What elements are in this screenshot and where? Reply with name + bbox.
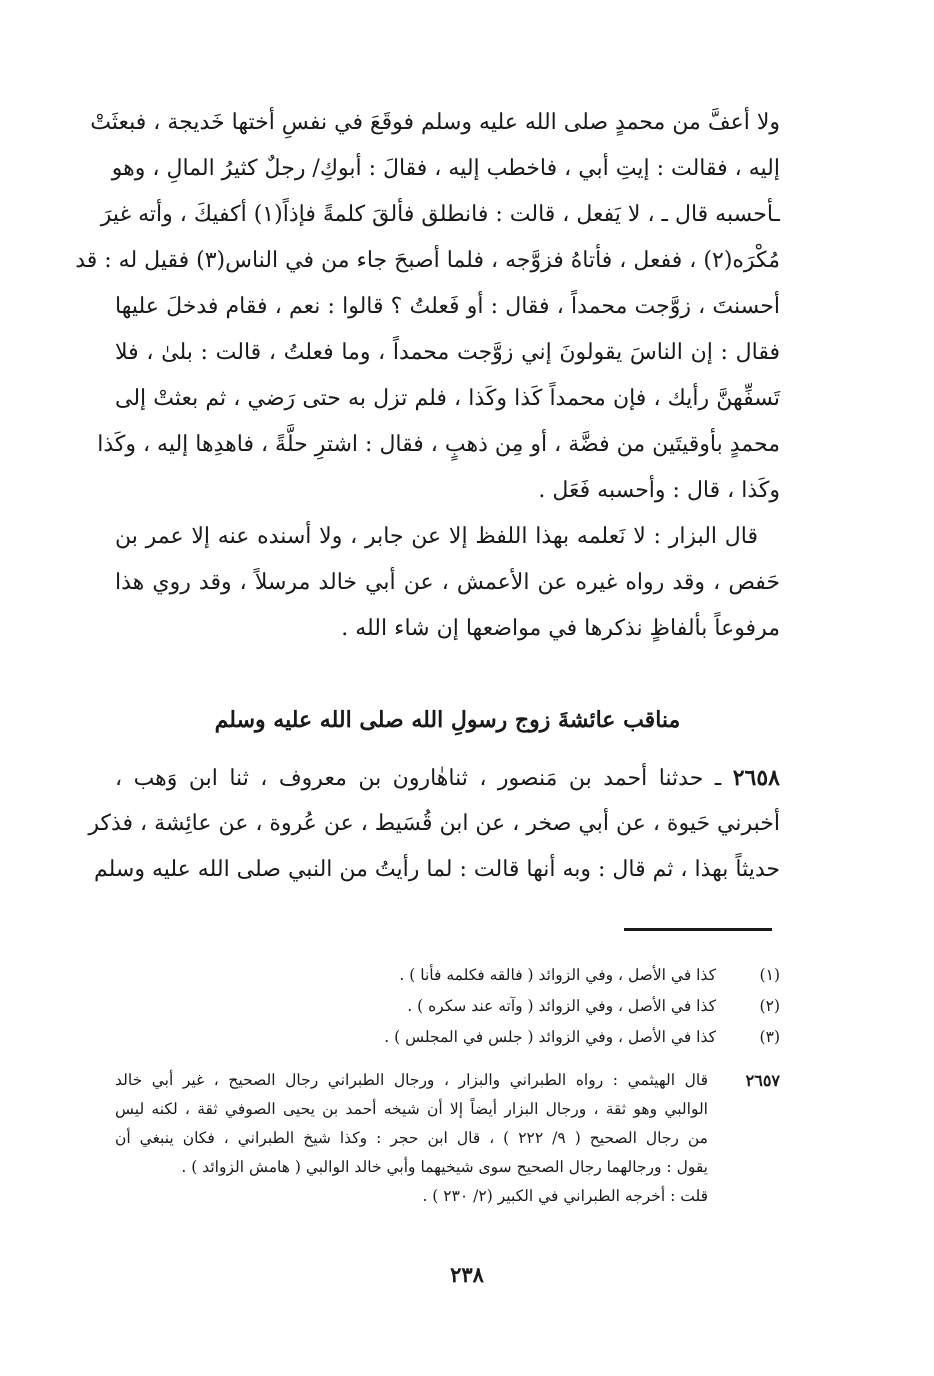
bazzar-line: قال البزار : لا نَعلمه بهذا اللفظ إلا عن جابر ، ولا أسنده عنه إلا عمر بن (115, 524, 758, 549)
takhrij-number: ٢٦٥٧ (745, 1071, 780, 1090)
takhrij-line: من رجال الصحيح ( ٩/ ٢٢٢ ) ، قال ابن حجر : وكذا شيخ الطبراني ، فكان ينبغي أن (115, 1129, 708, 1147)
bazzar-line: مرفوعاً بألفاظٍ نذكرها في مواضعها إن شاء الله . (341, 616, 780, 641)
hadith-line-first (115, 755, 780, 801)
hadith-number: ٢٦٥٨ (732, 765, 780, 791)
takhrij-line: الوالبي وهو ثقة ، ورجال البزار أيضاً إلا أن شيخه أحمد بن يحيى الصوفي ثقة ، لكنه ليس (115, 1100, 708, 1118)
footnote-text: كذا في الأصل ، وفي الزوائد ( وآته عند سكره ) . (407, 997, 716, 1015)
text-line: فقال : إن الناسَ يقولونَ إني زوَّجت محمداً ، وما فعلتُ ، قالت : بلىٰ ، فلا (115, 340, 780, 365)
footnotes (115, 960, 780, 1053)
footnote-number: (١) (759, 966, 780, 984)
footnote-text: كذا في الأصل ، وفي الزوائد ( جلس في المجلس ) . (384, 1028, 716, 1046)
hadith-text: ـ حدثنا أحمد بن مَنصور ، ثناهٰارون بن معروف ، ثنا ابن وَهب ، (115, 766, 722, 791)
footnote (115, 1022, 780, 1053)
footnote (115, 991, 780, 1022)
main-text (75, 100, 780, 652)
hadith-line: حديثاً بهذا ، ثم قال : وبه أنها قالت : لما رأيتُ من النبي صلى الله عليه وسلم (93, 857, 780, 882)
takhrij-line: يقول : ورجالهما رجال الصحيح سوى شيخيهما وأبي خالد الوالبي ( هامش الزوائد ) . (181, 1158, 708, 1176)
takhrij-line: قلت : أخرجه الطبراني في الكبير (٢/ ٢٣٠ ) . (422, 1187, 708, 1205)
text-line: وكَذا ، قال : وأحسبه فَعَل . (538, 478, 780, 503)
footnote-text: كذا في الأصل ، وفي الزوائد ( فالقه فكلمه فأنا ) . (399, 966, 716, 984)
page-number: ٢٣٨ (450, 1262, 484, 1287)
footnote-number: (٢) (759, 997, 780, 1015)
text-line: أحسنتَ ، زوَّجت محمداً ، فقال : أو فَعلتُ ؟ قالوا : نعم ، فقام فدخلَ عليها (115, 294, 780, 319)
text-line: مُكْرَه(٢) ، ففعل ، فأتاهُ فزوَّجه ، فلما أصبحَ جاء من في الناس(٣) فقيل له : قد (75, 248, 780, 273)
takhrij-line: قال الهيثمي : رواه الطبراني والبزار ، ورجال الطبراني رجال الصحيح ، غير أبي خالد (115, 1071, 708, 1089)
footnote-number: (٣) (759, 1028, 780, 1046)
text-line: إليه ، فقالت : إيتِ أبي ، فاخطب إليه ، فقالَ : أبوكِ/ رجلٌ كثيرُ المالِ ، وهو (111, 156, 780, 181)
footnote (115, 960, 780, 991)
takhrij-note (115, 1066, 780, 1211)
section-heading: مناقب عائشةَ زوج رسولِ الله صلى الله عليه وسلم (214, 707, 681, 733)
text-line: ولا أعفَّ من محمدٍ صلى الله عليه وسلم فوقَعَ في نفسِ أختها خَديجة ، فبعثَتْ (90, 110, 780, 135)
text-line: ـأحسبه قال ـ ، لا يَفعل ، قالت : فانطلق فألقَ كلمةً فإذاً(١) أكفيكَ ، وأته غيرَ (100, 202, 780, 227)
footnote-separator (624, 928, 772, 931)
hadith-line: أخبرني حَيوة ، عن أبي صخر ، عن ابن قُسَيط ، عن عُروة ، عن عائِشة ، فذكر (88, 811, 780, 836)
text-line: تَسفِّهنَّ رأيك ، فإن محمداً كَذا وكَذا ، فلم تزل به حتى رَضي ، ثم بعثتْ إلى (115, 386, 780, 411)
hadith-block (88, 755, 780, 893)
text-line: محمدٍ بأوقيتَين من فضَّة ، أو مِن ذهبٍ ، فقال : اشترِ حلَّةً ، فاهدِها إليه ، وكَذا (97, 432, 780, 457)
bazzar-line: حَفص ، وقد رواه غيره عن الأعمش ، عن أبي خالد مرسلاً ، وقد روي هذا (115, 570, 780, 595)
takhrij-text (115, 1066, 708, 1211)
